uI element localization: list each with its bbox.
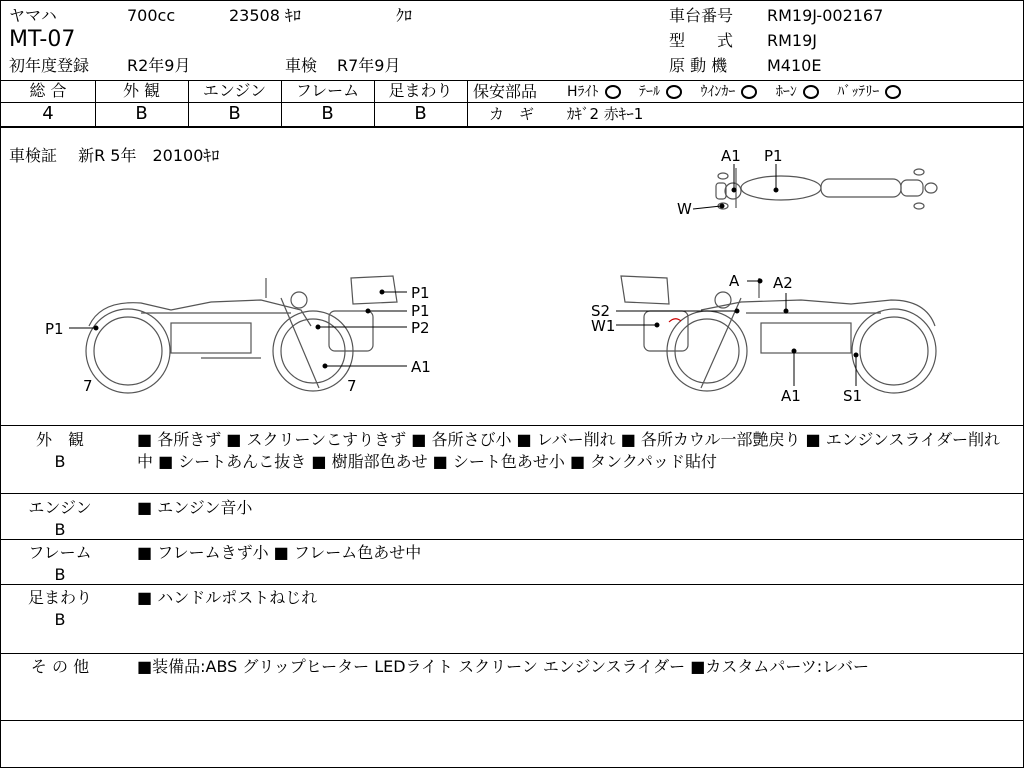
label-right-a: A — [729, 272, 740, 290]
remark-text-other: ■装備品:ABS グリップヒーター LEDライト スクリーン エンジンスライダー ■カスタムパーツ:レバー — [137, 657, 869, 676]
first-registration-label: 初年度登録 — [9, 56, 90, 75]
safety-item-battery: ﾊﾞｯﾃﾘｰ — [837, 82, 901, 102]
grade-header-suspension: 足まわり — [388, 81, 453, 100]
grade-frame: B — [321, 103, 334, 124]
frame-number-label: 車台番号 — [669, 6, 734, 25]
ok-circle-icon — [741, 85, 757, 99]
model-name: MT-07 — [9, 27, 76, 52]
grade-overall: 4 — [42, 103, 54, 124]
displacement: 700cc — [127, 6, 176, 25]
safety-item-headlight: Hﾗｲﾄ — [567, 82, 621, 102]
remark-text-exterior: ■ 各所きず ■ スクリーンこすりきず ■ 各所さび小 ■ レバー削れ ■ 各所カウル一部艶戻り ■ エンジンスライダー削れ中 ■ シートあんこ抜き ■ 樹脂部色あせ ■ シート色あせ小 ■ タンクパッド貼付 — [137, 430, 1000, 471]
inspection-value: R7年9月 — [337, 56, 401, 75]
mileage: 23508 ｷﾛ — [229, 6, 301, 25]
ok-circle-icon — [803, 85, 819, 99]
grade-suspension: B — [414, 103, 427, 124]
label-right-a2: A2 — [773, 274, 793, 292]
label-right-s2: S2 — [591, 302, 611, 320]
remark-text-frame: ■ フレームきず小 ■ フレーム色あせ中 — [137, 543, 422, 562]
label-top-w: W — [677, 200, 692, 218]
frame-number-value: RM19J-002167 — [767, 6, 884, 25]
safety-parts-list — [567, 82, 915, 102]
label-right-s1: S1 — [843, 387, 863, 405]
safety-item-winker: ｳｲﾝｶｰ — [700, 82, 757, 102]
remark-text-engine: ■ エンジン音小 — [137, 498, 253, 517]
maker: ヤマハ — [9, 6, 57, 25]
remark-label-suspension: 足まわり B — [27, 588, 92, 629]
remark-label-engine: エンジン B — [28, 498, 92, 539]
inspection-certificate: 車検証 新R 5年 20100ｷﾛ — [9, 146, 220, 165]
safety-parts-label: 保安部品 — [473, 82, 538, 101]
key-value: ｶｷﾞ2 赤ｷｰ1 — [567, 105, 644, 123]
bike-left-view — [86, 276, 397, 393]
remark-label-frame: フレーム B — [28, 543, 92, 584]
remark-text-suspension: ■ ハンドルポストねじれ — [137, 588, 318, 607]
ok-circle-icon — [885, 85, 901, 99]
key-label: カ ギ — [489, 105, 535, 123]
first-registration-value: R2年9月 — [127, 56, 191, 75]
label-left-p1-top: P1 — [411, 284, 430, 302]
label-left-p2: P2 — [411, 319, 430, 337]
label-left-p1-rear: P1 — [45, 320, 64, 338]
grade-exterior: B — [135, 103, 148, 124]
type-label: 型 式 — [669, 31, 734, 50]
label-left-7-front: 7 — [347, 377, 357, 395]
color: ｸﾛ — [396, 6, 413, 25]
label-right-w1: W1 — [591, 317, 616, 335]
grade-engine: B — [228, 103, 241, 124]
label-top-a1: A1 — [721, 147, 741, 165]
grade-header-overall: 総 合 — [29, 81, 67, 100]
label-left-7-rear: 7 — [83, 377, 93, 395]
engine-model-label: 原 動 機 — [669, 56, 728, 75]
safety-item-tail: ﾃｰﾙ — [639, 82, 682, 102]
type-value: RM19J — [767, 31, 817, 50]
ok-circle-icon — [605, 85, 621, 99]
grade-header-exterior: 外 観 — [122, 81, 161, 100]
bike-top-view — [716, 168, 937, 209]
engine-model-value: M410E — [767, 56, 822, 75]
label-right-a1: A1 — [781, 387, 801, 405]
inspection-label: 車検 — [285, 56, 318, 75]
safety-item-horn: ﾎｰﾝ — [776, 82, 819, 102]
grade-header-engine: エンジン — [202, 81, 267, 100]
remark-label-other: そ の 他 — [30, 657, 90, 676]
label-left-a1: A1 — [411, 358, 431, 376]
bike-right-view — [621, 276, 936, 393]
ok-circle-icon — [666, 85, 682, 99]
label-left-p1-mid: P1 — [411, 302, 430, 320]
damage-diagram — [1, 128, 1023, 423]
remark-label-exterior: 外 観 B — [35, 430, 84, 471]
grade-header-frame: フレーム — [295, 81, 360, 100]
label-top-p1: P1 — [764, 147, 783, 165]
